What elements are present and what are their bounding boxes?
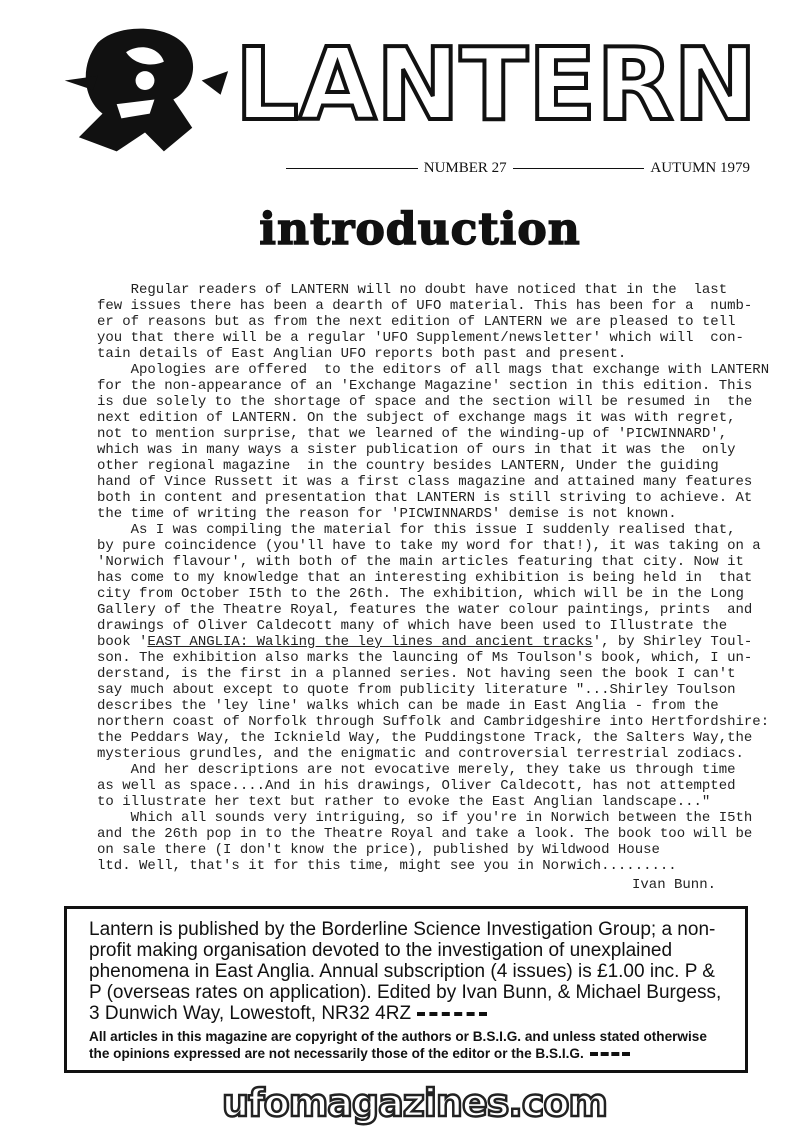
copyright-notice	[89, 1028, 731, 1062]
text-line: ltd. Well, that's it for this time, might see you in Norwich.........	[97, 858, 677, 874]
text-line: both in content and presentation that LANTERN is still striving to achieve. At	[97, 490, 753, 506]
divider	[513, 168, 645, 170]
publisher-info-box	[64, 906, 748, 1073]
article-body	[97, 282, 787, 874]
text-line: which was in many ways a sister publication of ours in that it was the only	[97, 442, 736, 458]
lantern-figure-illustration	[60, 20, 230, 160]
issue-line	[280, 160, 750, 177]
text-line: Apologies are offered to the editors of all mags that exchange with LANTERN	[97, 362, 770, 378]
publisher-info-text: Lantern is published by the Borderline Science Investigation Group; a non-profit making organisation devoted to the investigation of unexplained phenomena in East Anglia. Annual subscription (4 issues) is £1.00 inc. P & P (overseas rates on application). Edited by Ivan Bunn, & Michael Burgess, 3 Dunwich Way, Lowestoft, NR32 4RZ	[89, 919, 722, 1024]
watermark: ufomagazines.com	[222, 1081, 608, 1125]
lantern-logo: LANTERN	[235, 26, 758, 143]
text-line: and the 26th pop in to the Theatre Royal and take a look. The book too will be	[97, 826, 753, 842]
text-line: you that there will be a regular 'UFO Supplement/newsletter' which will con-	[97, 330, 744, 346]
text-line: is due solely to the shortage of space and the section will be resumed in the	[97, 394, 753, 410]
text-line: Regular readers of LANTERN will no doubt have noticed that in the last	[97, 282, 728, 298]
text-line: son. The exhibition also marks the launcing of Ms Toulson's book, which, I un-	[97, 650, 753, 666]
text-line: Which all sounds very intriguing, so if you're in Norwich between the I5th	[97, 810, 753, 826]
issue-season: AUTUMN 1979	[650, 160, 750, 176]
text-line: book 'EAST ANGLIA: Walking the ley lines and ancient tracks', by Shirley Toul-	[97, 634, 753, 650]
text-line: has come to my knowledge that an interesting exhibition is being held in that	[97, 570, 753, 586]
dash-rule	[417, 1012, 487, 1016]
text-line: tain details of East Anglian UFO reports both past and present.	[97, 346, 627, 362]
article-title: introduction	[259, 204, 581, 255]
copyright-text: All articles in this magazine are copyright of the authors or B.S.I.G. and unless stated otherwise the opinions expressed are not necessarily those of the editor or the B.S.I.G.	[89, 1029, 707, 1061]
publisher-info	[89, 919, 731, 1024]
issue-number: NUMBER 27	[423, 160, 507, 176]
text-line: hand of Vince Russett it was a first class magazine and attained many features	[97, 474, 753, 490]
book-title: EAST ANGLIA: Walking the ley lines and ancient tracks	[147, 634, 593, 650]
text-line: And her descriptions are not evocative merely, they take us through time	[97, 762, 736, 778]
text-line: As I was compiling the material for this issue I suddenly realised that,	[97, 522, 736, 538]
text-line: describes the 'ley line' walks which can be made in East Anglia - from the	[97, 698, 719, 714]
text-line: say much about except to quote from publicity literature "...Shirley Toulson	[97, 682, 736, 698]
text-line: mysterious grundles, and the enigmatic and controversial terrestrial zodiacs.	[97, 746, 744, 762]
text-line: other regional magazine in the country besides LANTERN, Under the guiding	[97, 458, 719, 474]
text-line: er of reasons but as from the next edition of LANTERN we are pleased to tell	[97, 314, 736, 330]
text-line: the time of writing the reason for 'PICWINNARDS' demise is not known.	[97, 506, 677, 522]
text-line: few issues there has been a dearth of UFO material. This has been for a numb-	[97, 298, 753, 314]
text-line: drawings of Oliver Caldecott many of which have been used to Illustrate the	[97, 618, 728, 634]
text-line: to illustrate her text but rather to evoke the East Anglian landscape..."	[97, 794, 711, 810]
text-line: derstand, is the first in a planned series. Not having seen the book I can't	[97, 666, 736, 682]
text-line: by pure coincidence (you'll have to take my word for that!), it was taking on a	[97, 538, 761, 554]
text-line: 'Norwich flavour', with both of the main articles featuring that city. Now it	[97, 554, 744, 570]
text-line: Gallery of the Theatre Royal, features the water colour paintings, prints and	[97, 602, 753, 618]
text-line: on sale there (I don't know the price), published by Wildwood House	[97, 842, 660, 858]
divider	[286, 168, 418, 170]
dash-rule	[590, 1052, 630, 1056]
text-line: northern coast of Norfolk through Suffolk and Cambridgeshire into Hertfordshire:	[97, 714, 770, 730]
text-line: the Peddars Way, the Icknield Way, the Puddingstone Track, the Salters Way,the	[97, 730, 753, 746]
signature: Ivan Bunn.	[632, 877, 717, 893]
text-line: for the non-appearance of an 'Exchange Magazine' section in this edition. This	[97, 378, 753, 394]
text-line: not to mention surprise, that we learned of the winding-up of 'PICWINNARD',	[97, 426, 728, 442]
text-line: as well as space....And in his drawings, Oliver Caldecott, has not attempted	[97, 778, 736, 794]
masthead	[60, 10, 760, 160]
text-line: city from October I5th to the 26th. The exhibition, which will be in the Long	[97, 586, 744, 602]
text-line: next edition of LANTERN. On the subject of exchange mags it was with regret,	[97, 410, 736, 426]
